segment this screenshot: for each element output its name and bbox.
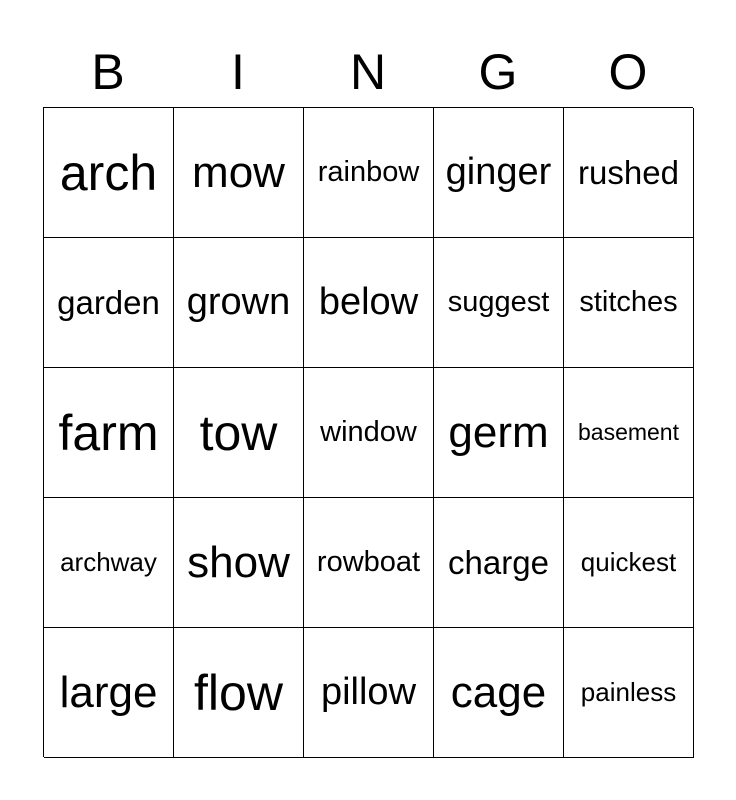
header-letter-n: N — [349, 44, 387, 100]
bingo-card-grid — [43, 107, 693, 757]
bingo-cell: show — [174, 498, 304, 628]
bingo-cell: farm — [44, 368, 174, 498]
bingo-cell: ginger — [434, 108, 564, 238]
bingo-cell: below — [304, 238, 434, 368]
bingo-cell: rushed — [564, 108, 694, 238]
bingo-cell: basement — [564, 368, 694, 498]
bingo-cell: large — [44, 628, 174, 758]
bingo-cell: germ — [434, 368, 564, 498]
bingo-cell: cage — [434, 628, 564, 758]
bingo-cell: window — [304, 368, 434, 498]
bingo-cell: garden — [44, 238, 174, 368]
bingo-cell: suggest — [434, 238, 564, 368]
bingo-cell: arch — [44, 108, 174, 238]
bingo-cell: painless — [564, 628, 694, 758]
bingo-header — [43, 40, 693, 104]
bingo-cell: charge — [434, 498, 564, 628]
bingo-cell: tow — [174, 368, 304, 498]
header-letter-i: I — [231, 44, 245, 100]
bingo-cell: archway — [44, 498, 174, 628]
bingo-cell: rowboat — [304, 498, 434, 628]
bingo-cell: rainbow — [304, 108, 434, 238]
bingo-cell: quickest — [564, 498, 694, 628]
bingo-cell: flow — [174, 628, 304, 758]
header-letter-b: B — [91, 44, 125, 100]
header-letter-g: G — [478, 44, 518, 100]
bingo-cell: grown — [174, 238, 304, 368]
bingo-cell: pillow — [304, 628, 434, 758]
bingo-cell: stitches — [564, 238, 694, 368]
bingo-cell: mow — [174, 108, 304, 238]
header-letter-o: O — [608, 44, 648, 100]
